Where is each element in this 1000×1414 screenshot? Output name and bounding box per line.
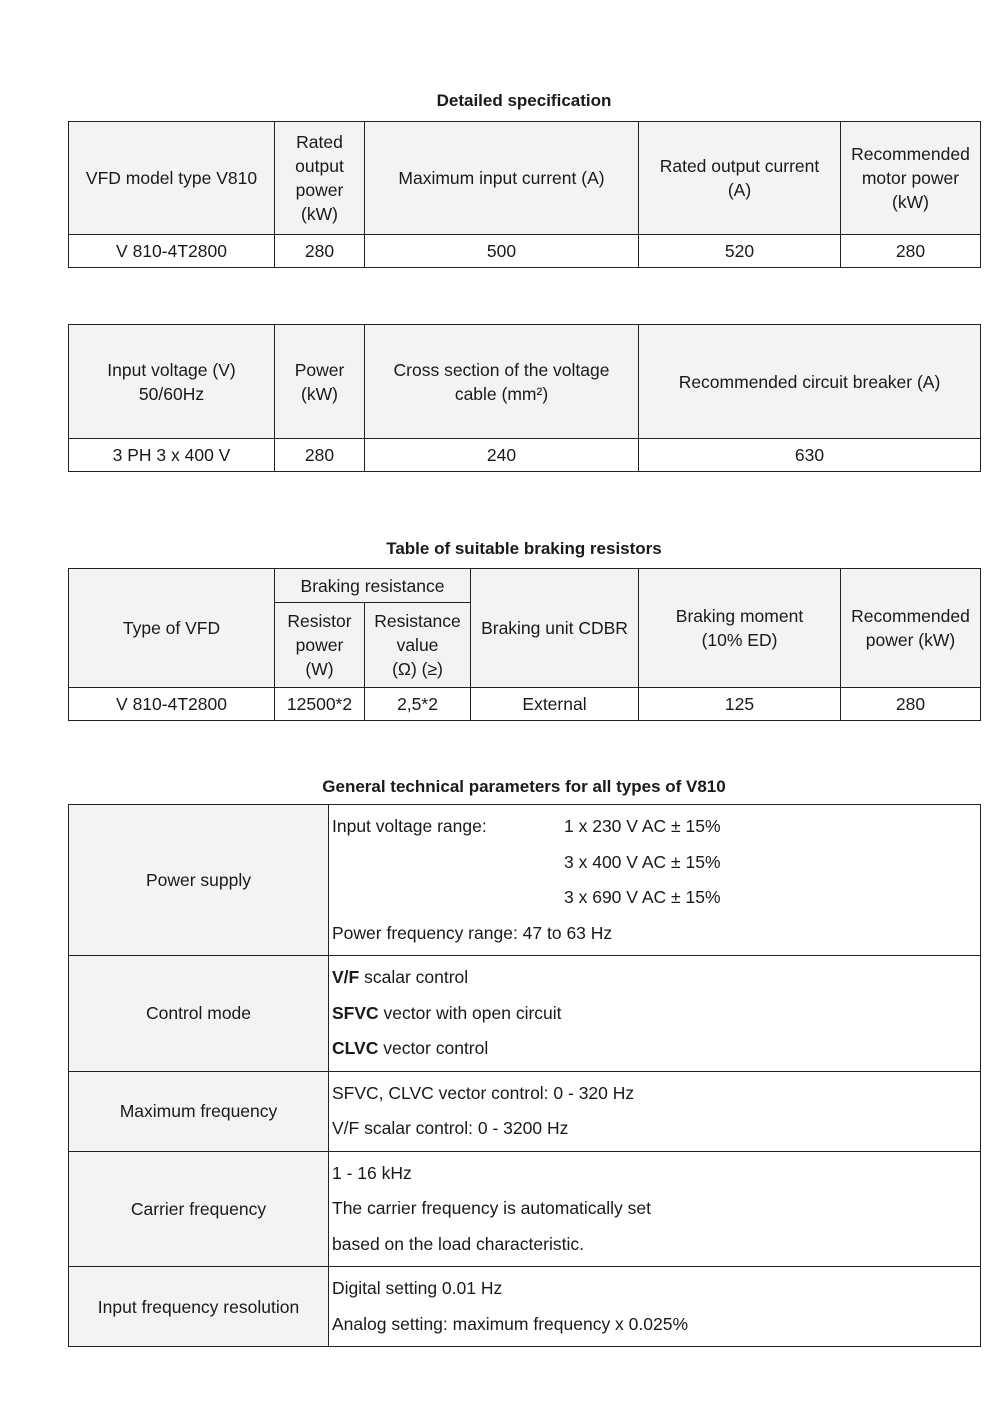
clvc-text: vector control: [378, 1038, 489, 1058]
label-input-frequency-resolution: Input frequency resolution: [69, 1267, 329, 1347]
detailed-spec-title: Detailed specification: [436, 91, 612, 110]
label-carrier-frequency: Carrier frequency: [69, 1151, 329, 1267]
header-type-of-vfd: Type of VFD: [69, 569, 275, 688]
vf-bold: V/F: [332, 967, 360, 987]
carrier-line-1: 1 - 16 kHz: [332, 1162, 412, 1183]
max-freq-line-2: V/F scalar control: 0 - 3200 Hz: [332, 1118, 569, 1138]
label-max-frequency: Maximum frequency: [69, 1071, 329, 1151]
table-header-row: [69, 325, 981, 439]
power-frequency-range: Power frequency range: 47 to 63 Hz: [332, 922, 613, 943]
cell-cable-cross-section: 240: [365, 439, 639, 472]
cell-resistor-power: 12500*2: [275, 688, 365, 721]
cell-braking-moment: 125: [639, 688, 841, 721]
cell-vfd-type: V 810-4T2800: [69, 688, 275, 721]
header-cable-cross-section: Cross section of the voltage cable (mm²): [365, 325, 639, 439]
label-power-supply: Power supply: [69, 805, 329, 956]
table-header-row: [69, 122, 981, 235]
cell-model: V 810-4T2800: [69, 235, 275, 268]
resolution-line-2: Analog setting: maximum frequency x 0.025%: [332, 1313, 689, 1334]
cell-motor-power: 280: [841, 235, 981, 268]
table-row: [69, 1071, 981, 1151]
header-max-input-current: Maximum input current (A): [365, 122, 639, 235]
cell-rated-output-current: 520: [639, 235, 841, 268]
table-row: [69, 805, 981, 956]
cell-input-voltage: 3 PH 3 x 400 V: [69, 439, 275, 472]
table-row: [69, 439, 981, 472]
voltage-2: 3 x 400 V AC ± 15%: [564, 851, 721, 872]
braking-resistors-table: [68, 568, 981, 721]
sfvc-bold: SFVC: [332, 1002, 379, 1023]
input-voltage-range-label: Input voltage range:: [332, 816, 487, 836]
header-model-type: VFD model type V810: [69, 122, 275, 235]
cell-rated-power: 280: [275, 235, 365, 268]
cell-max-input-current: 500: [365, 235, 639, 268]
resolution-line-1: Digital setting 0.01 Hz: [332, 1278, 503, 1298]
header-recommended-motor-power: Recommended motor power (kW): [841, 122, 981, 235]
sfvc-text: vector with open circuit: [378, 1002, 562, 1023]
clvc-bold: CLVC: [332, 1038, 379, 1058]
vf-text: scalar control: [359, 967, 469, 987]
input-voltage-table: [68, 324, 981, 472]
table-row: [69, 235, 981, 268]
cell-power: 280: [275, 439, 365, 472]
general-params-table: [68, 804, 981, 1347]
table-row: [69, 1267, 981, 1347]
label-control-mode: Control mode: [69, 956, 329, 1072]
header-resistance-value: Resistance value (Ω) (≥): [365, 603, 471, 688]
cell-braking-unit: External: [471, 688, 639, 721]
cell-circuit-breaker: 630: [639, 439, 981, 472]
value-control-mode: [329, 956, 981, 1072]
value-carrier-frequency: [329, 1151, 981, 1267]
table-row: [69, 1151, 981, 1267]
cell-resistance-value: 2,5*2: [365, 688, 471, 721]
value-max-frequency: [329, 1071, 981, 1151]
table-row: [69, 956, 981, 1072]
general-params-title: General technical parameters for all types of V810: [322, 777, 726, 796]
header-braking-unit: Braking unit CDBR: [471, 569, 639, 688]
header-recommended-power: Recommended power (kW): [841, 569, 981, 688]
carrier-line-2: The carrier frequency is automatically set: [332, 1198, 652, 1218]
braking-resistors-title: Table of suitable braking resistors: [386, 539, 662, 558]
header-braking-resistance: Braking resistance: [275, 569, 471, 603]
cell-recommended-power: 280: [841, 688, 981, 721]
voltage-3: 3 x 690 V AC ± 15%: [564, 887, 721, 907]
table-row: [69, 688, 981, 721]
voltage-1: 1 x 230 V AC ± 15%: [564, 816, 721, 836]
value-power-supply: [329, 805, 981, 956]
detailed-spec-table: [68, 121, 981, 268]
value-input-frequency-resolution: [329, 1267, 981, 1347]
header-input-voltage: Input voltage (V) 50/60Hz: [69, 325, 275, 439]
header-circuit-breaker: Recommended circuit breaker (A): [639, 325, 981, 439]
carrier-line-3: based on the load characteristic.: [332, 1233, 584, 1254]
header-power: Power (kW): [275, 325, 365, 439]
max-freq-line-1: SFVC, CLVC vector control: 0 - 320 Hz: [332, 1082, 635, 1103]
header-resistor-power: Resistor power (W): [275, 603, 365, 688]
header-rated-output-current: Rated output current (A): [639, 122, 841, 235]
header-braking-moment: Braking moment (10% ED): [639, 569, 841, 688]
table-header-row: [69, 569, 981, 603]
header-rated-output-power: Rated output power (kW): [275, 122, 365, 235]
